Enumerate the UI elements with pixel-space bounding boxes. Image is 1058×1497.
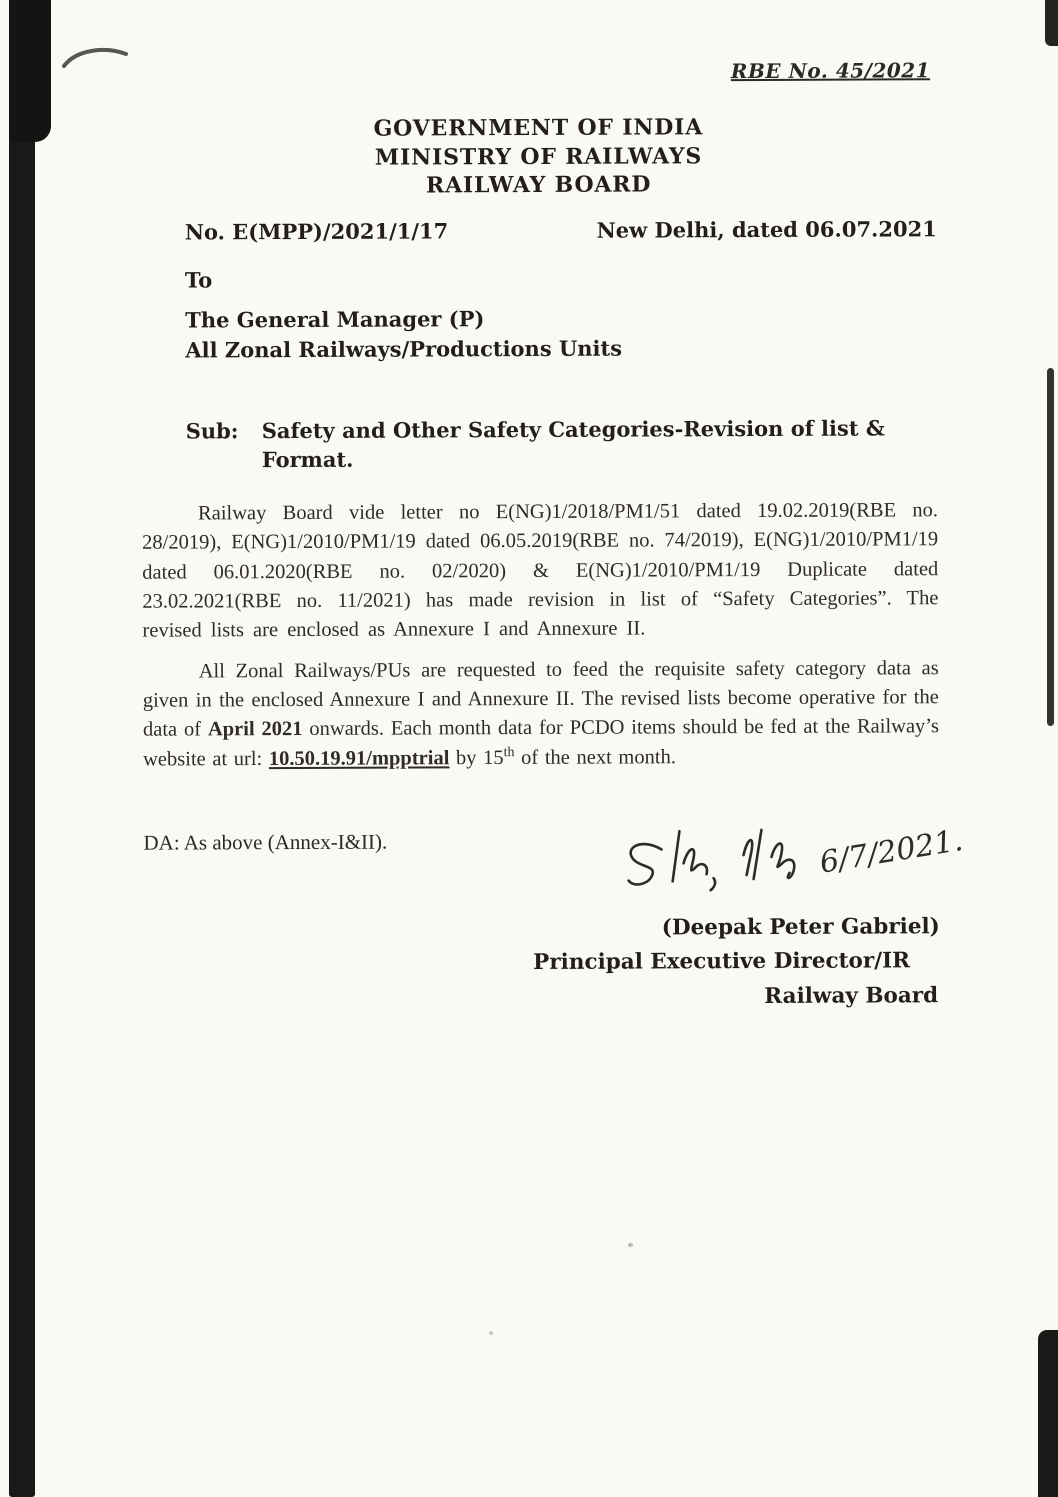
- scan-edge-right-bottom: [1038, 1330, 1058, 1497]
- org-line-government: GOVERNMENT OF INDIA: [373, 114, 704, 142]
- reference-row: [141, 216, 937, 244]
- reference-number: No. E(MPP)/2021/1/17: [184, 218, 449, 245]
- subject-row: [142, 413, 938, 476]
- signatory-org: Railway Board: [764, 983, 939, 1009]
- org-line-ministry: MINISTRY OF RAILWAYS: [374, 142, 703, 171]
- rbe-number: RBE No. 45/2021: [730, 58, 931, 84]
- signatory-title: Principal Executive Director/IR: [533, 948, 911, 976]
- enclosure-line: DA: As above (Annex-I&II).: [143, 829, 388, 855]
- scan-speck: [489, 1331, 493, 1335]
- para2-superscript-th: th: [503, 745, 515, 761]
- handwritten-date: 6/7/2021.: [817, 822, 966, 881]
- para2-text-2: onwards. Each month data for PCDO items should be fed at the Railway’s website at url:: [143, 715, 940, 771]
- para2-url: 10.50.19.91/mpptrial: [268, 747, 450, 771]
- para2-text-3: by 15: [449, 747, 504, 770]
- org-header: [140, 112, 936, 201]
- subject-text: Safety and Other Safety Categories-Revision of list & Format.: [261, 415, 885, 473]
- addressee-block: [141, 302, 937, 366]
- handwritten-signature-icon: [621, 820, 1011, 912]
- addressee-line-1: The General Manager (P): [185, 305, 485, 333]
- salutation: To: [184, 267, 213, 293]
- scan-speck: [628, 1243, 633, 1247]
- para2-text-1: All Zonal Railways/PUs are requested to feed the requisite safety category data as given in the enclosed Annexure I and Annexure II. The revised lists become operative for the data of: [142, 657, 939, 741]
- signatory-name: (Deepak Peter Gabriel): [661, 914, 940, 941]
- body-paragraph-2: [143, 654, 940, 775]
- org-line-board: RAILWAY BOARD: [425, 171, 652, 199]
- body-paragraph-1: Railway Board vide letter no E(NG)1/2018/PM1/51 dated 19.02.2019(RBE no. 28/2019), E(NG)1/2010/PM1/19 dated 06.05.2019(RBE no. 74/2019), E(NG)1/2010/PM1/19 dated 06.01.2020(RBE no. 02/2020) & E(NG)1/2010/PM1/19 Duplicate dated 23.02.2021(RBE no. 11/2021) has made revision in list of “Safety Categories”. The revised lists are enclosed as Annexure I and Annexure II.: [142, 499, 939, 642]
- para2-bold-april-2021: April 2021: [207, 718, 303, 741]
- subject-label: Sub:: [185, 417, 239, 444]
- para2-text-4: of the next month.: [514, 746, 676, 770]
- signature-area: [143, 822, 966, 909]
- addressee-line-2: All Zonal Railways/Productions Units: [185, 335, 623, 363]
- place-and-date: New Delhi, dated 06.07.2021: [596, 215, 937, 243]
- signatory-block: [144, 910, 940, 1017]
